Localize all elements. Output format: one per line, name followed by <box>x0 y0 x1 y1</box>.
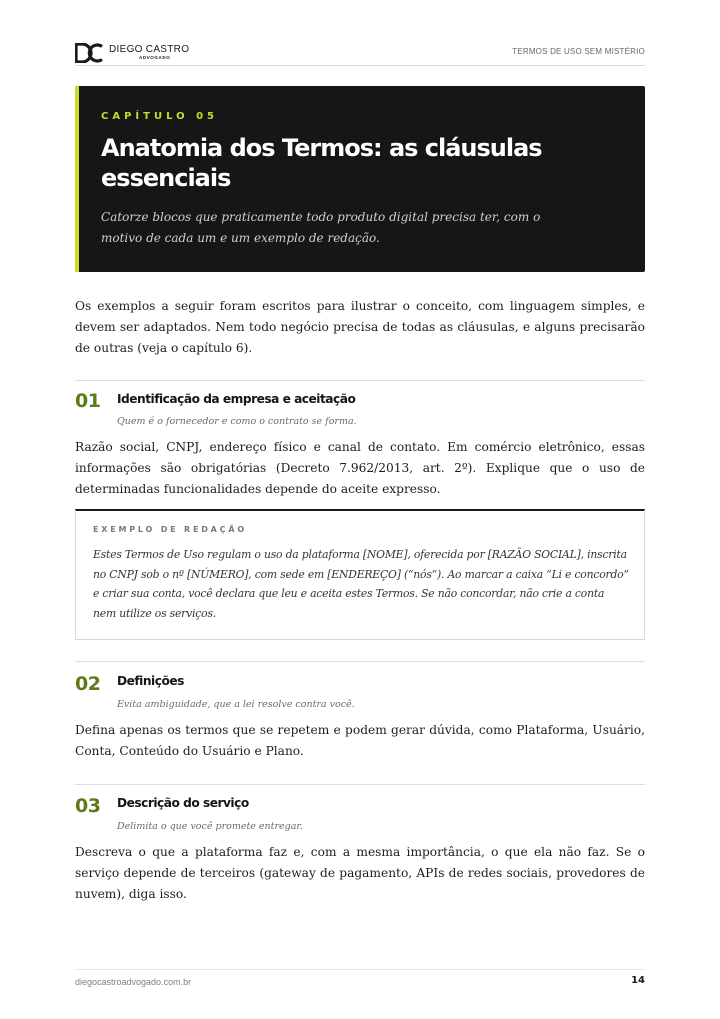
section-title: Descrição do serviço <box>117 796 249 810</box>
chapter-label: CAPÍTULO 05 <box>101 111 218 122</box>
section-number: 03 <box>75 795 101 817</box>
section-number: 02 <box>75 673 101 695</box>
chapter-title: Anatomia dos Termos: as cláusulas essenciais <box>101 134 542 192</box>
chapter-subtitle: Catorze blocos que praticamente todo produto digital precisa ter, com o motivo de cada um e um exemplo de redação. <box>101 210 541 245</box>
section-divider <box>75 784 645 785</box>
section-note: Quem é o fornecedor e como o contrato se forma. <box>117 416 357 427</box>
section-body: Razão social, CNPJ, endereço físico e canal de contato. Em comércio eletrônico, essas informações são obrigatórias (Decreto 7.962/2013, art. 2º). Explique que o uso de determinadas funcionalidades depende do aceite expresso. <box>75 440 645 496</box>
document-title: TERMOS DE USO SEM MISTÉRIO <box>512 47 645 56</box>
dc-monogram-icon <box>75 43 105 63</box>
section-note: Delimita o que você promete entregar. <box>117 821 303 832</box>
chapter-banner <box>75 86 645 272</box>
section-note: Evita ambiguidade, que a lei resolve contra você. <box>117 699 355 710</box>
page-header <box>75 40 645 66</box>
section-title: Identificação da empresa e aceitação <box>117 392 356 406</box>
chapter-accent-bar <box>75 86 79 272</box>
section-body: Descreva o que a plataforma faz e, com a mesma importância, o que ela não faz. Se o serviço depende de terceiros (gateway de pagamento, APIs de redes sociais, provedores de nuvem), diga isso. <box>75 845 645 901</box>
footer-divider <box>75 969 645 970</box>
section-body: Defina apenas os termos que se repetem e podem gerar dúvida, como Plataforma, Usuário, Conta, Conteúdo do Usuário e Plano. <box>75 723 645 758</box>
example-box <box>75 509 645 640</box>
intro-paragraph: Os exemplos a seguir foram escritos para ilustrar o conceito, com linguagem simples, e devem ser adaptados. Nem todo negócio precisa de todas as cláusulas, e alguns precisarão de outras (veja o capítulo 6). <box>75 299 645 355</box>
section-divider <box>75 380 645 381</box>
brand-name: DIEGO CASTRO <box>109 44 190 56</box>
section-number: 01 <box>75 390 101 412</box>
page-number: 14 <box>631 975 645 986</box>
brand-subtitle: ADVOGADO <box>139 55 171 61</box>
section-divider <box>75 661 645 662</box>
example-label: EXEMPLO DE REDAÇÃO <box>93 525 247 534</box>
brand-logo <box>75 42 189 64</box>
footer-website: diegocastroadvogado.com.br <box>75 977 192 987</box>
example-text: Estes Termos de Uso regulam o uso da plataforma [NOME], oferecida por [RAZÃO SOCIAL], inscrita no CNPJ sob o nº [NÚMERO], com sede em [ENDEREÇO] (“nós“). Ao marcar a caixa “Li e concordo” e criar sua conta, você declara que leu e aceita estes Termos. Se não concordar, não crie a conta nem utilize os serviços. <box>93 548 629 620</box>
section-title: Definições <box>117 674 184 688</box>
